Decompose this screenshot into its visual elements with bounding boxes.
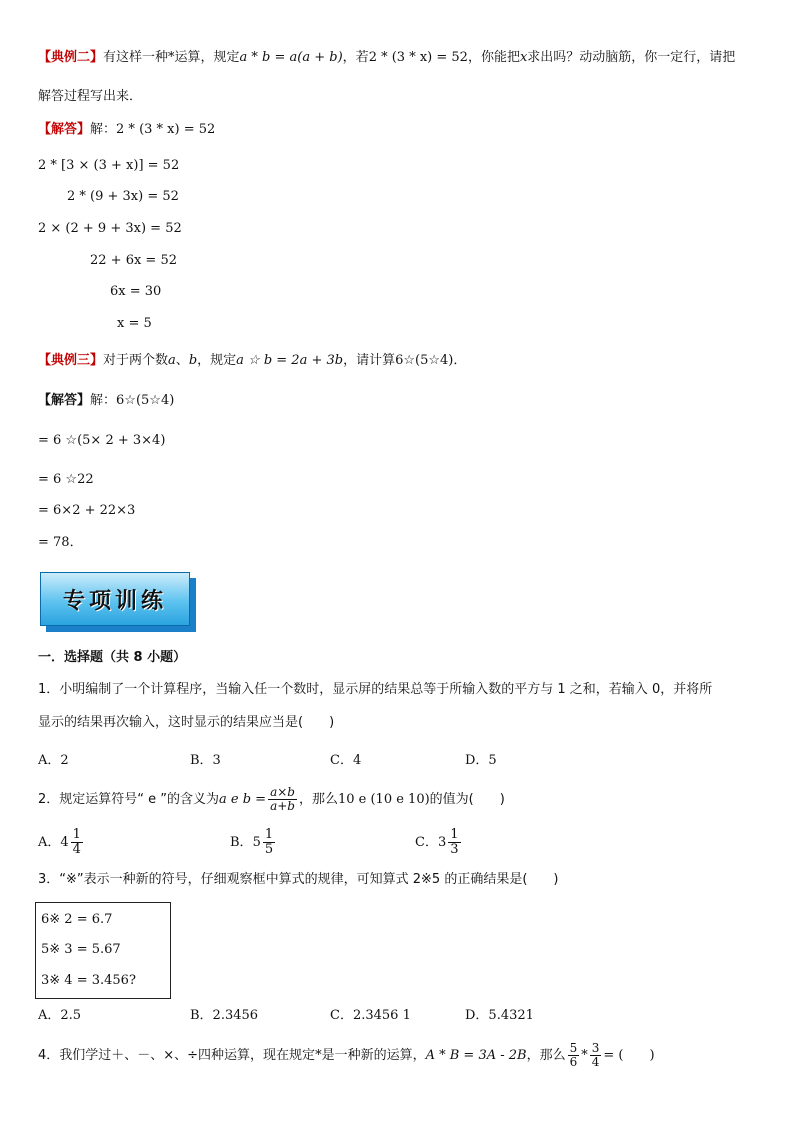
example3-rule: a ☆ b = 2a + 3b xyxy=(236,353,344,368)
solution3-tag: 【解答】 xyxy=(38,393,91,408)
q1-stem-line2: 显示的结果再次输入，这时显示的结果应当是( ) xyxy=(38,715,335,730)
solution2-step: 2 * [3 × (3 + x)] = 52 xyxy=(38,158,180,173)
example2-rule: a * b = a(a + b) xyxy=(239,50,343,65)
example2-line2: 解答过程写出来． xyxy=(38,89,143,104)
example3-line: 【典例三】对于两个数a、b，规定a ☆ b = 2a + 3b，请计算6☆(5☆4)． xyxy=(38,353,467,368)
solution2-step: 6x = 30 xyxy=(110,284,162,299)
q1-stem-line1: 1．小明编制了一个计算程序，当输入任一个数时，显示屏的结果总等于所输入数的平方与 1 之和，若输入 0，并将所 xyxy=(38,682,713,697)
q3-pattern-box xyxy=(35,902,171,999)
q2-fraction: $\frac{a\times b}{a+b}$ xyxy=(270,785,295,813)
q3-box-row: 3※ 4 = 3.456? xyxy=(41,973,136,988)
q4-stem: 4．我们学过＋、－、×、÷四种运算，现在规定*是一种新的运算，A * B = 3A - 2B，那么 $\frac{5}{6}$ * $\frac{3}{4}$ = ( ) xyxy=(38,1041,655,1069)
q4-fraction-2: $\frac{3}{4}$ xyxy=(591,1041,600,1069)
section-title: 一．选择题（共 8 小题） xyxy=(38,650,187,665)
q3-box-row: 6※ 2 = 6.7 xyxy=(41,912,113,927)
solution3-step: = 78． xyxy=(38,535,83,550)
q3-option-c[interactable]: C．2.3456 1 xyxy=(330,1008,411,1023)
solution3-header: 【解答】解：6☆(5☆4) xyxy=(38,393,175,408)
solution3-step: = 6 ☆22 xyxy=(38,472,94,487)
q3-box-row: 5※ 3 = 5.67 xyxy=(41,942,121,957)
example3-tag: 【典例三】 xyxy=(38,353,104,368)
banner-title: 专项训练 xyxy=(62,587,167,614)
solution2-step: 2 * (9 + 3x) = 52 xyxy=(67,189,179,204)
q2-option-c[interactable]: C．3 $\frac{1}{3}$ xyxy=(415,827,459,857)
solution2-step: 22 + 6x = 52 xyxy=(90,253,178,268)
solution2-step: 2 × (2 + 9 + 3x) = 52 xyxy=(38,221,182,236)
example2-line1: 【典例二】有这样一种*运算，规定a * b = a(a + b)，若2 * (3 * x) = 52，你能把x求出吗？动动脑筋，你一定行，请把 xyxy=(38,50,736,65)
solution2-step: x = 5 xyxy=(117,316,152,331)
section-banner xyxy=(40,572,196,632)
q3-option-b[interactable]: B．2.3456 xyxy=(190,1008,259,1023)
q1-option-d[interactable]: D．5 xyxy=(465,753,497,768)
solution2-header: 【解答】解：2 * (3 * x) = 52 xyxy=(38,122,216,137)
example2-tag: 【典例二】 xyxy=(38,50,104,65)
q1-option-b[interactable]: B．3 xyxy=(190,753,221,768)
q3-option-a[interactable]: A．2.5 xyxy=(38,1008,82,1023)
q1-option-c[interactable]: C．4 xyxy=(330,753,362,768)
q3-option-d[interactable]: D．5.4321 xyxy=(465,1008,534,1023)
solution3-step: = 6×2 + 22×3 xyxy=(38,503,136,518)
solution3-step: = 6 ☆(5× 2 + 3×4) xyxy=(38,433,166,448)
q1-option-a[interactable]: A．2 xyxy=(38,753,69,768)
q3-stem: 3．“※”表示一种新的符号，仔细观察框中算式的规律，可知算式 2※5 的正确结果是( ) xyxy=(38,872,559,887)
solution2-tag: 【解答】 xyxy=(38,122,91,137)
q2-option-a[interactable]: A．4 $\frac{1}{4}$ xyxy=(38,827,81,857)
example2-equation: 2 * (3 * x) = 52 xyxy=(368,50,468,65)
q2-option-b[interactable]: B．5 $\frac{1}{5}$ xyxy=(230,827,274,857)
q2-stem: 2．规定运算符号“ e ”的含义为a e b = $\frac{a\times b}{a+b}$ ，那么10 e (10 e 10)的值为( ) xyxy=(38,785,505,813)
q4-fraction-1: $\frac{5}{6}$ xyxy=(569,1041,578,1069)
